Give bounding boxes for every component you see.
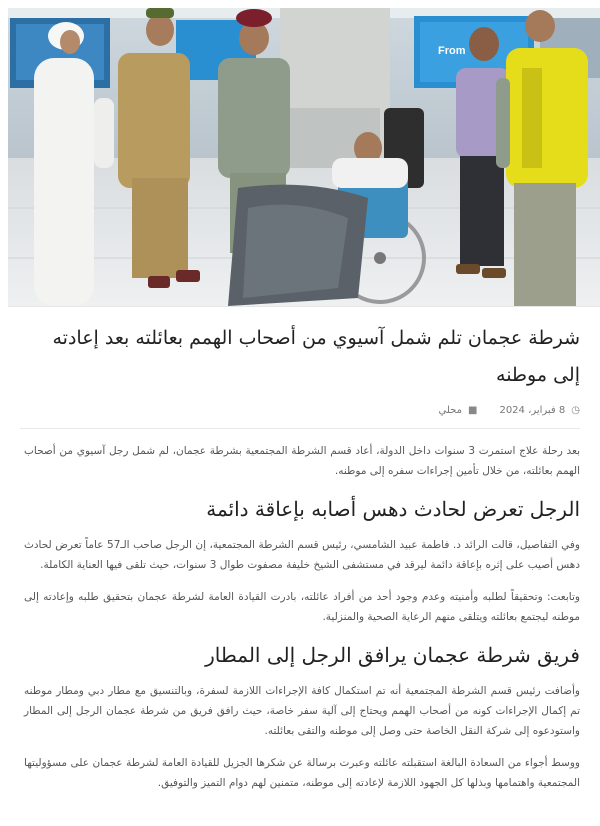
screen-sign-text: From [438, 45, 466, 57]
folder-icon: ■ [468, 404, 478, 416]
article-paragraph: ووسط أجواء من السعادة البالغة استقبلته عائلته وعبرت برسالة عن شكرها الجزيل للقيادة العامة لشرطة عجمان على مسؤوليتها المجتمعية واهتمامها وبذلها كل الجهود اللازمة لإعادته إلى موطنه، متمنين لهم دوام التميز والتوفيق. [24, 757, 580, 789]
featured-photo [8, 8, 600, 307]
article-body [0, 306, 600, 793]
article-meta [0, 394, 600, 418]
article-paragraph: بعد رحلة علاج استمرت 3 سنوات داخل الدولة، أعاد قسم الشرطة المجتمعية بشرطة عجمان، لم شمل رجل آسيوي من أصحاب الهمم بعائلته، من خلال تأمين إجراءات سفره إلى موطنه. [24, 445, 580, 477]
article-date: 8 فبراير، 2024 [499, 404, 566, 416]
clock-icon: ◷ [571, 404, 580, 416]
article-paragraph: وأضافت رئيس قسم الشرطة المجتمعية أنه تم استكمال كافة الإجراءات اللازمة لسفرة، وبالتنسيق مع مطار دبي ومطار موطنه تم إكمال الإجراءات كونه من أصحاب الهمم ويحتاج إلى آلية سفر خاصة، حيث رافق فريق من شرطة عجمان الرجل إلى المطار واستودعوه إلى شركة النقل الخاصة حتى وصل إلى موطنه والتقى بعائلته. [24, 685, 580, 737]
section-heading: الرجل تعرض لحادث دهس أصابه بإعاقة دائمة [206, 497, 580, 521]
article-paragraph: وتابعت: وتحقيقاً لطلبه وأمنيته وعدم وجود أحد من أفراد عائلته، بادرت القيادة العامة لشرطة عجمان بتحقيق طلبه وإعادته إلى موطنه ليجتمع بعائلته ويتلقى منهم الرعاية الصحية والمنزلية. [24, 591, 580, 623]
photo-illustration [8, 8, 600, 306]
article-category-link[interactable]: محلي [438, 404, 462, 416]
article-paragraph: وفي التفاصيل، قالت الرائد د. فاطمة عبيد الشامسي، رئيس قسم الشرطة المجتمعية، إن الرجل صاحب الـ57 عاماً تعرض لحادث دهس أصيب على إثره بإعاقة دائمة ليرقد في مستشفى الشيخ خليفة مصفوت طوال 3 سنوات، حيث تلقى فيها العناية الكاملة. [24, 539, 580, 571]
article-title: شرطة عجمان تلم شمل آسيوي من أصحاب الهمم بعائلته بعد إعادته إلى موطنه [52, 327, 580, 386]
section-heading: فريق شرطة عجمان يرافق الرجل إلى المطار [205, 643, 580, 667]
